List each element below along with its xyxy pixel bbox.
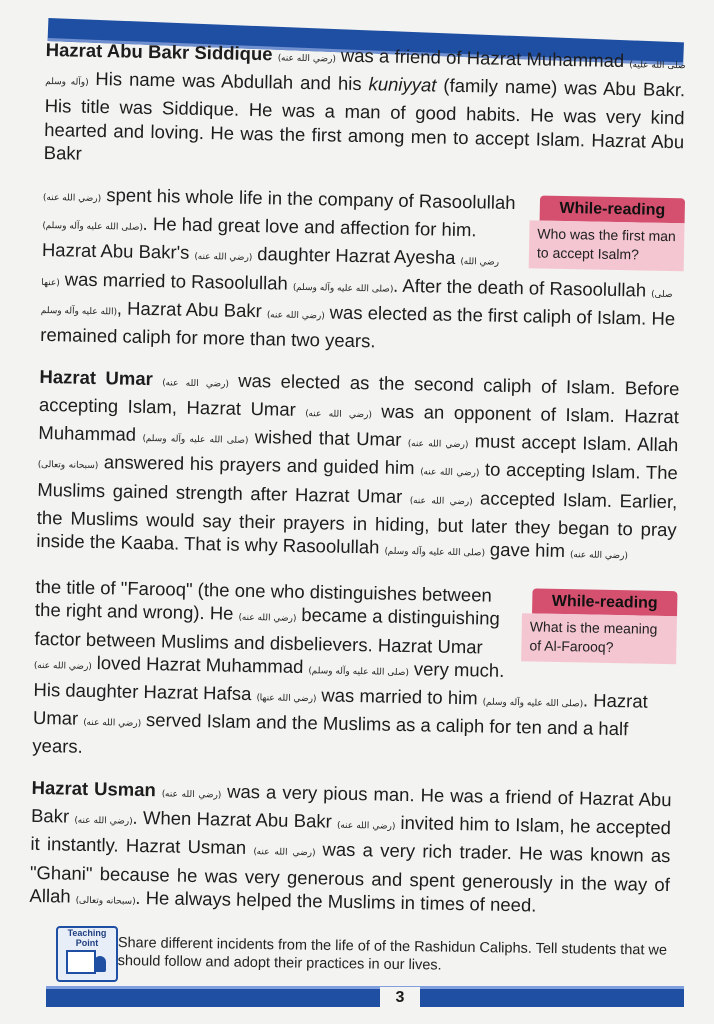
honorific: (رضي الله عنه) — [194, 252, 253, 264]
teaching-point — [46, 924, 686, 984]
honorific: (رضي الله عنه) — [407, 439, 469, 451]
honorific: (رضي الله عنه) — [266, 310, 325, 322]
honorific: (رضي الله عنه) — [83, 718, 141, 730]
honorific: (رضي الله عنه) — [305, 408, 372, 421]
honorific: (رضي الله عنه) — [161, 789, 222, 801]
page-content: Hazrat Abu Bakr Siddique (رضي الله عنه) was a friend of Hazrat Muhammad (صلى الله عليه وآله وسلم) His name was Abdullah and his kuniyyat (family name) was Abu Bakr. His title was Siddique. He was a man of good habits. He was very kind hearted and loving. He was the first among men to accept Islam. Hazrat Abu Bakr While-reading Who was the first man to accept Isalm? (رضي الله عنه) spent his whole life in the company of Rasoolullah (صلى الله عليه وآله وسلم). He had great love and affection for him. Hazrat Abu Bakr's (رضي الله عنه) daughter Hazrat Ayesha (رضي الله عنها) was married to Rasoolullah (صلى الله عليه وآله وسلم). After the death of Rasoolullah (صلى الله عليه وآله وسلم), Hazrat Abu Bakr (رضي الله عنه) was elected as the first caliph of Islam. He remained caliph for more than two years. Hazrat Umar (رضي الله عنه) was elected as the second caliph of Islam. Before accepting Islam, Hazrat Umar (رضي الله عنه) was an opponent of Islam. Hazrat Muhammad (صلى الله عليه وآله وسلم) wished that Umar (رضي الله عنه) must accept Islam. Allah (سبحانه وتعالى) answered his prayers and guided him (رضي الله عنه) to accepting Islam. The Muslims gained strength after Hazrat Umar (رضي الله عنه) accepted Islam. Earlier, the Muslims would say their prayers in hiding, but later they began to pray inside the Kaaba. That is why Rasoolullah (صلى الله عليه وآله وسلم) gave him (رضي الله عنه) While-reading What is the meaning of Al-Farooq? the title of "Farooq" (the one who distinguishes between the right and wrong). He (رضي الله عنه) became a distinguishing factor between Muslims and disbelievers. Hazrat Umar (رضي الله عنه) loved Hazrat Muhammad (صلى الله عليه وآله وسلم) very much. His daughter Hazrat Hafsa (رضي الله عنها) was married to him (صلى الله عليه وآله وسلم). Hazrat Umar (رضي الله عنه) served Islam and the Muslims as a caliph for ten and a half years. Hazrat Usman (رضي الله عنه) was a very pious man. He was a friend of Hazrat Abu Bakr (رضي الله عنه). When Hazrat Abu Bakr (رضي الله عنه) invited him to Islam, he accepted it instantly. Hazrat Usman (رضي الله عنه) was a very rich trader. He was known as "Ghani" because he was very generous and spent generously in the way of Allah (سبحانه وتعالى). He always helped the Muslims in times of need. — [29, 38, 686, 942]
honorific: (سبحانه وتعالى) — [37, 460, 99, 472]
heading-usman: Hazrat Usman — [31, 776, 157, 801]
honorific: (رضي الله عنه) — [277, 53, 336, 65]
teaching-point-label: Teaching Point — [67, 928, 107, 948]
while-reading-box-2 — [521, 588, 677, 664]
honorific: (صلى الله عليه وآله وسلم) — [384, 546, 485, 559]
honorific: (رضي الله عنه) — [253, 847, 316, 859]
honorific: (رضي الله عنها) — [41, 257, 500, 288]
honorific: (رضي الله عنه) — [336, 821, 396, 833]
honorific: (صلى الله عليه وآله وسلم) — [45, 60, 686, 89]
honorific: (رضي الله عنه) — [569, 550, 628, 562]
teaching-point-text: Share different incidents from the life of of the Rashidun Caliphs. Tell students that we should follow and adopt their practices in our lives. — [117, 934, 668, 974]
footer-bar — [46, 986, 684, 1007]
paragraph-abu-bakr: Hazrat Abu Bakr Siddique (رضي الله عنه) was a friend of Hazrat Muhammad (صلى الله عليه وآله وسلم) His name was Abdullah and his kuniyyat (family name) was Abu Bakr. His title was Siddique. He was a man of good habits. He was very kind hearted and loving. He was the first among men to accept Islam. Hazrat Abu Bakr — [43, 38, 686, 164]
honorific: (صلى الله عليه وآله وسلم) — [42, 221, 143, 234]
honorific: (رضي الله عنه) — [420, 467, 480, 479]
while-reading-box-1 — [529, 195, 685, 271]
honorific: (رضي الله عنه) — [238, 613, 297, 625]
paragraph-usman: Hazrat Usman (رضي الله عنه) was a very pious man. He was a friend of Hazrat Abu Bakr (رضي الله عنه). When Hazrat Abu Bakr (رضي الله عنه) invited him to Islam, he accepted it instantly. Hazrat Usman (رضي الله عنه) was a very rich trader. He was known as "Ghani" because he was very generous and spent generously in the way of Allah (سبحانه وتعالى). He always helped the Muslims in times of need. — [29, 776, 672, 916]
while-reading-question: What is the meaning of Al-Farooq? — [521, 613, 677, 664]
while-reading-heading: While-reading — [540, 196, 685, 224]
honorific: (رضي الله عنه) — [409, 495, 473, 507]
honorific: (صلى الله عليه وآله وسلم) — [292, 282, 394, 295]
honorific: (صلى الله عليه وآله وسلم) — [308, 665, 409, 678]
honorific: (رضي الله عنه) — [162, 378, 229, 390]
honorific: (رضي الله عنه) — [42, 192, 102, 205]
honorific: (رضي الله عنه) — [33, 660, 92, 672]
honorific: (صلى الله عليه وآله وسلم) — [40, 289, 673, 318]
page-number: 3 — [380, 987, 420, 1009]
whiteboard-icon — [66, 950, 96, 974]
honorific: (سبحانه وتعالى) — [75, 895, 136, 907]
while-reading-question: Who was the first man to accept Isalm? — [529, 220, 685, 271]
honorific: (صلى الله عليه وآله وسلم) — [142, 434, 249, 447]
honorific: (صلى الله عليه وآله وسلم) — [482, 697, 583, 710]
while-reading-heading: While-reading — [532, 589, 677, 617]
honorific: (رضي الله عنها) — [256, 693, 317, 705]
paragraph-umar: Hazrat Umar (رضي الله عنه) was elected as the second caliph of Islam. Before accepting Islam, Hazrat Umar (رضي الله عنه) was an opponent of Islam. Hazrat Muhammad (صلى الله عليه وآله وسلم) wished that Umar (رضي الله عنه) must accept Islam. Allah (سبحانه وتعالى) answered his prayers and guided him (رضي الله عنه) to accepting Islam. The Muslims gained strength after Hazrat Umar (رضي الله عنه) accepted Islam. Earlier, the Muslims would say their prayers in hiding, but later they began to pray inside the Kaaba. That is why Rasoolullah (صلى الله عليه وآله وسلم) gave him (رضي الله عنه) — [36, 365, 680, 562]
teacher-icon — [94, 956, 106, 972]
honorific: (رضي الله عنه) — [74, 815, 133, 828]
heading-abu-bakr: Hazrat Abu Bakr Siddique — [45, 38, 273, 65]
heading-umar: Hazrat Umar — [39, 365, 154, 389]
teaching-point-icon — [56, 926, 118, 982]
